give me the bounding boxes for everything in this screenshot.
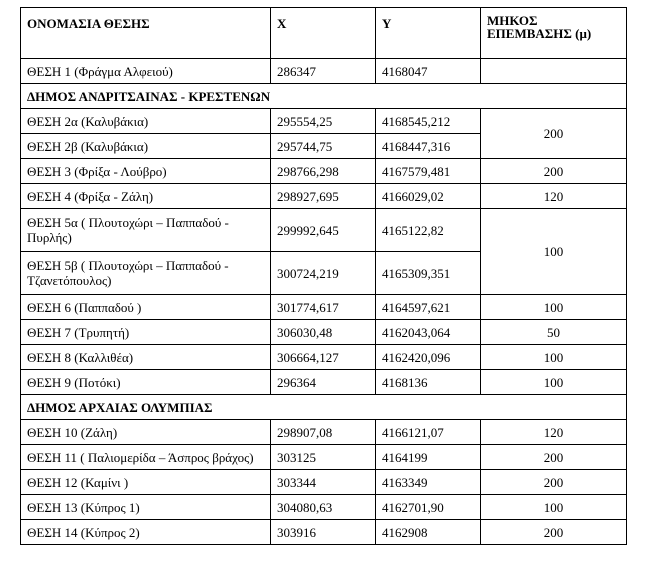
table-row: [21, 109, 627, 134]
y-coordinate: 4162701,90: [376, 495, 481, 520]
y-coordinate: 4166121,07: [376, 420, 481, 445]
position-name: ΘΕΣΗ 9 (Ποτόκι): [21, 370, 271, 395]
x-coordinate: 303916: [271, 520, 376, 545]
position-name: ΘΕΣΗ 14 (Κύπρος 2): [21, 520, 271, 545]
position-name: ΘΕΣΗ 6 (Παππαδού ): [21, 295, 271, 320]
x-coordinate: 303344: [271, 470, 376, 495]
position-name: ΘΕΣΗ 13 (Κύπρος 1): [21, 495, 271, 520]
x-coordinate: 306030,48: [271, 320, 376, 345]
intervention-length: 120: [481, 420, 627, 445]
intervention-length: 100: [481, 209, 627, 295]
table-row: [21, 184, 627, 209]
table-row: [21, 295, 627, 320]
x-coordinate: 296364: [271, 370, 376, 395]
x-coordinate: 301774,617: [271, 295, 376, 320]
position-name: ΘΕΣΗ 5α ( Πλουτοχώρι – Παππαδού - Πυρλής): [21, 209, 271, 252]
section-heading: ΔΗΜΟΣ ΑΝΔΡΙΤΣΑΙΝΑΣ - ΚΡΕΣΤΕΝΩΝ: [21, 84, 627, 109]
x-coordinate: 303125: [271, 445, 376, 470]
intervention-length: 200: [481, 109, 627, 159]
y-coordinate: 4165122,82: [376, 209, 481, 252]
intervention-length: 100: [481, 495, 627, 520]
intervention-length: 200: [481, 159, 627, 184]
section-heading: ΔΗΜΟΣ ΑΡΧΑΙΑΣ ΟΛΥΜΠΙΑΣ: [21, 395, 627, 420]
position-name: ΘΕΣΗ 2α (Καλυβάκια): [21, 109, 271, 134]
y-coordinate: 4164199: [376, 445, 481, 470]
x-coordinate: 304080,63: [271, 495, 376, 520]
y-coordinate: 4164597,621: [376, 295, 481, 320]
table-row: [21, 320, 627, 345]
position-name: ΘΕΣΗ 8 (Καλλιθέα): [21, 345, 271, 370]
y-coordinate: 4163349: [376, 470, 481, 495]
table-row: [21, 159, 627, 184]
position-name: ΘΕΣΗ 12 (Καμίνι ): [21, 470, 271, 495]
section-row: [21, 395, 627, 420]
y-coordinate: 4168047: [376, 59, 481, 84]
table-header-row: [21, 8, 627, 59]
intervention-length: 200: [481, 470, 627, 495]
x-coordinate: 286347: [271, 59, 376, 84]
header-name: ΟΝΟΜΑΣΙΑ ΘΕΣΗΣ: [21, 8, 271, 59]
x-coordinate: 295744,75: [271, 134, 376, 159]
y-coordinate: 4166029,02: [376, 184, 481, 209]
x-coordinate: 298766,298: [271, 159, 376, 184]
intervention-length: 200: [481, 445, 627, 470]
positions-table: [20, 7, 627, 545]
position-name: ΘΕΣΗ 1 (Φράγμα Αλφειού): [21, 59, 271, 84]
table-row: [21, 209, 627, 252]
position-name: ΘΕΣΗ 4 (Φρίξα - Ζάλη): [21, 184, 271, 209]
header-length: ΜΗΚΟΣ ΕΠΕΜΒΑΣΗΣ (μ): [481, 8, 627, 59]
intervention-length: 50: [481, 320, 627, 345]
table-row: [21, 520, 627, 545]
header-y: Y: [376, 8, 481, 59]
position-name: ΘΕΣΗ 10 (Ζάλη): [21, 420, 271, 445]
section-row: [21, 84, 627, 109]
table-row: [21, 370, 627, 395]
x-coordinate: 306664,127: [271, 345, 376, 370]
position-name: ΘΕΣΗ 2β (Καλυβάκια): [21, 134, 271, 159]
table-row: [21, 59, 627, 84]
y-coordinate: 4168136: [376, 370, 481, 395]
position-name: ΘΕΣΗ 5β ( Πλουτοχώρι – Παππαδού - Τζανετόπουλος): [21, 252, 271, 295]
y-coordinate: 4162043,064: [376, 320, 481, 345]
intervention-length: 120: [481, 184, 627, 209]
y-coordinate: 4168447,316: [376, 134, 481, 159]
intervention-length: 200: [481, 520, 627, 545]
y-coordinate: 4162420,096: [376, 345, 481, 370]
intervention-length: 100: [481, 370, 627, 395]
y-coordinate: 4167579,481: [376, 159, 481, 184]
position-name: ΘΕΣΗ 3 (Φρίξα - Λούβρο): [21, 159, 271, 184]
y-coordinate: 4168545,212: [376, 109, 481, 134]
y-coordinate: 4165309,351: [376, 252, 481, 295]
header-x: X: [271, 8, 376, 59]
table-row: [21, 445, 627, 470]
x-coordinate: 295554,25: [271, 109, 376, 134]
table-row: [21, 470, 627, 495]
position-name: ΘΕΣΗ 7 (Τρυπητή): [21, 320, 271, 345]
table-row: [21, 345, 627, 370]
intervention-length: 100: [481, 345, 627, 370]
x-coordinate: 299992,645: [271, 209, 376, 252]
table-row: [21, 495, 627, 520]
intervention-length: [481, 59, 627, 84]
y-coordinate: 4162908: [376, 520, 481, 545]
x-coordinate: 298927,695: [271, 184, 376, 209]
table-row: [21, 420, 627, 445]
position-name: ΘΕΣΗ 11 ( Παλιομερίδα – Άσπρος βράχος): [21, 445, 271, 470]
intervention-length: 100: [481, 295, 627, 320]
x-coordinate: 298907,08: [271, 420, 376, 445]
x-coordinate: 300724,219: [271, 252, 376, 295]
